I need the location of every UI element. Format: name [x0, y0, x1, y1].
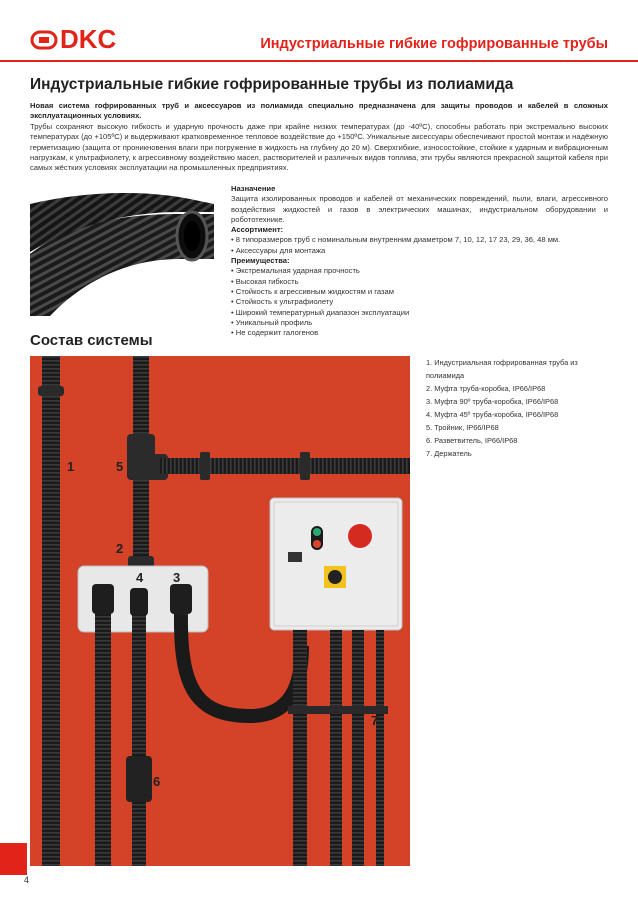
purpose-text: Защита изолированных проводов и кабелей от механических повреждений, пыли, влаги, агрессивного воздействия жидкостей и газов в электрических машинах, индустриальном оборудовании и робототехнике. [231, 194, 608, 224]
legend-item: 7. Держатель [426, 449, 472, 458]
assortment-item: • 8 типоразмеров труб с номинальным внутренним диаметром 7, 10, 12, 17 23, 29, 36, 48 мм. [231, 235, 561, 245]
page-number: 4 [24, 875, 30, 885]
callout-7: 7 [371, 713, 379, 728]
advantages-heading: Преимущества: [231, 256, 290, 266]
legend-item: 5. Тройник, IP66/IP68 [426, 423, 499, 432]
dkc-logo-icon [30, 29, 58, 51]
corrugated-tube-photo [30, 184, 214, 316]
assortment-item: • Аксессуары для монтажа [231, 245, 326, 255]
callout-1: 1 [67, 459, 75, 474]
advantage-item: • Широкий температурный диапазон эксплуатации [231, 307, 410, 317]
legend-item: 2. Муфта труба-коробка, IP66/IP68 [426, 384, 546, 393]
assortment-heading: Ассортимент: [231, 225, 284, 235]
callout-2: 2 [116, 541, 124, 556]
legend-item: 1. Индустриальная гофрированная труба из полиамида [426, 358, 578, 380]
callout-3: 3 [173, 570, 181, 585]
header-title: Индустриальные гибкие гофрированные трубы [260, 36, 608, 52]
advantage-item: • Стойкость к ультрафиолету [231, 297, 334, 307]
callout-5: 5 [116, 459, 124, 474]
system-photo [30, 356, 410, 866]
page-title: Индустриальные гибкие гофрированные трубы из полиамида [30, 76, 514, 93]
specs-block [231, 184, 608, 338]
legend-item: 3. Муфта 90º труба-коробка, IP66/IP68 [426, 397, 559, 406]
callout-6: 6 [153, 774, 161, 789]
logo-text: DKC [60, 24, 117, 54]
legend-item: 6. Разветвитель, IP66/IP68 [426, 436, 518, 445]
advantage-item: • Не содержит галогенов [231, 328, 319, 338]
callout-4: 4 [136, 570, 144, 585]
intro-text [30, 101, 608, 174]
intro-body: Трубы сохраняют высокую гибкость и ударную прочность даже при крайне низких температурах (до -40ºС), способны работать при экстремально высоких температурах (до +105ºС) и выдерживают кратковременное тепловое воздействие до +150ºС. Уникальные аксессуары обеспечивают простой монтаж и надёжную герметизацию (защита от проникновения влаги при погружение в жидкость на глубину до 20 м). Сверхгибкие, износостойкие, стойкие к ударным и вибрационным нагрузкам, к ультрафиолету, к агрессивному воздействию масел, растворителей и различных видов топлива, эти трубы являются прекрасной защитой кабеля при самых жёстких условиях эксплуатации на промышленных предприятиях. [30, 121, 608, 173]
legend-item: 4. Муфта 45º труба-коробка, IP66/IP68 [426, 410, 559, 419]
dkc-logo [30, 24, 116, 55]
header-divider [0, 60, 638, 62]
purpose-heading: Назначение [231, 184, 276, 193]
components-legend [426, 356, 616, 460]
advantage-item: • Уникальный профиль [231, 317, 313, 327]
section-title: Состав системы [30, 332, 153, 349]
intro-bold: Новая система гофрированных труб и аксессуаров из полиамида специально предназначена для защиты проводов и кабелей в сложных эксплуатационных условиях. [30, 101, 608, 121]
advantage-item: • Стойкость к агрессивным жидкостям и газам [231, 286, 394, 296]
advantage-item: • Экстремальная ударная прочность [231, 266, 360, 276]
advantage-item: • Высокая гибкость [231, 276, 299, 286]
page-edge-tab [0, 843, 27, 875]
